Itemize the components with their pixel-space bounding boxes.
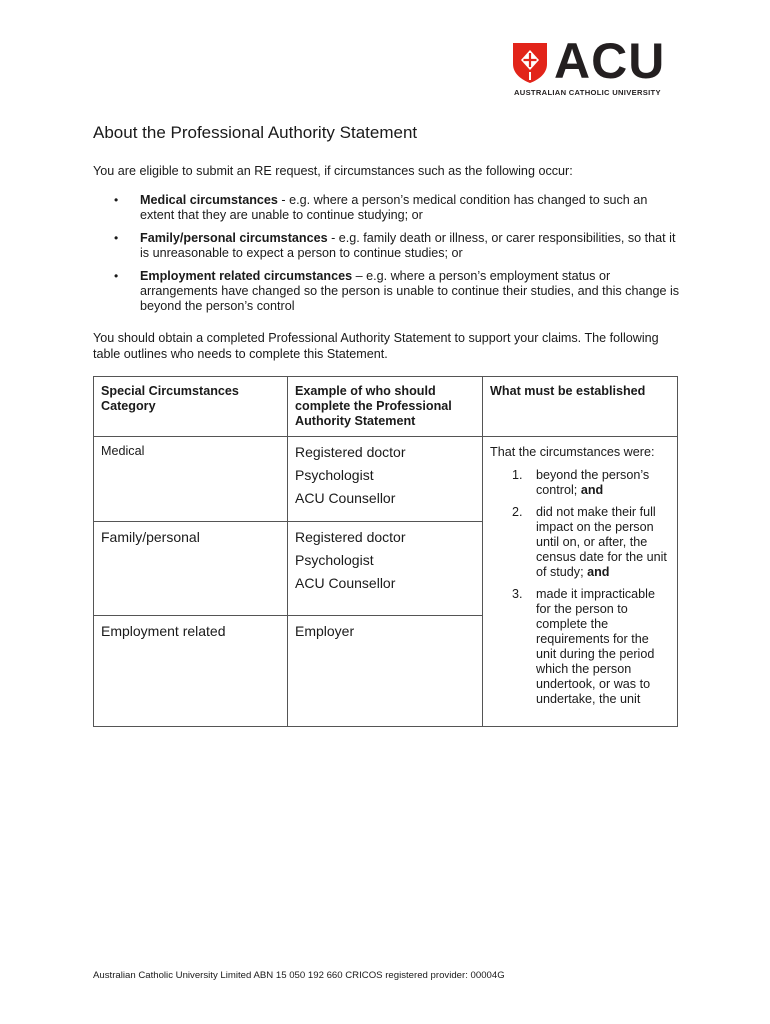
- who-item: Employer: [295, 623, 355, 639]
- header-category: Special Circumstances Category: [94, 377, 288, 437]
- acu-logo: [512, 33, 678, 100]
- established-cell: [483, 437, 678, 727]
- bullet-icon: •: [114, 269, 119, 283]
- who-item: Psychologist: [295, 552, 374, 568]
- shield-icon: [512, 42, 548, 84]
- circumstance-title: Family/personal circumstances: [140, 231, 328, 245]
- item-bold: and: [580, 483, 604, 497]
- category-cell: Family/personal: [94, 522, 288, 616]
- intro-text: You are eligible to submit an RE request, if circumstances such as the following occur:: [93, 164, 573, 178]
- category-cell: Employment related: [94, 616, 288, 727]
- who-item: ACU Counsellor: [295, 490, 396, 506]
- authority-table: [93, 376, 678, 727]
- circumstance-text: - e.g. where a person’s medical condition has changed to such an extent that they are unable to continue studying; or: [140, 193, 648, 222]
- bullet-icon: •: [114, 193, 119, 207]
- list-item: [93, 269, 683, 314]
- list-item: [490, 587, 670, 707]
- established-intro: That the circumstances were:: [490, 445, 655, 459]
- item-number: 2.: [512, 505, 523, 519]
- page-title: About the Professional Authority Statement: [93, 123, 418, 142]
- list-item: [93, 193, 683, 223]
- footer-text: Australian Catholic University Limited ABN 15 050 192 660 CRICOS registered provider: 00004G: [93, 970, 505, 981]
- table-row: [94, 437, 678, 522]
- who-cell: [288, 437, 483, 522]
- circumstance-text: - e.g. family death or illness, or carer responsibilities, so that it is unreasonable to expect a person to continue studies; or: [140, 231, 676, 260]
- table-header-row: [94, 377, 678, 437]
- item-text: beyond the person’s control;: [536, 468, 650, 497]
- logo-wordmark: ACU: [554, 33, 666, 89]
- who-cell: [288, 522, 483, 616]
- circumstance-text: – e.g. where a person’s employment status or arrangements have changed so the person is unable to continue their studies, and this change is beyond the person’s control: [140, 269, 680, 313]
- who-cell: [288, 616, 483, 727]
- who-item: Registered doctor: [295, 444, 406, 460]
- item-number: 3.: [512, 587, 523, 601]
- established-list: [490, 468, 670, 707]
- header-established: What must be established: [483, 377, 678, 437]
- circumstance-title: Employment related circumstances: [140, 269, 353, 283]
- list-item: [93, 231, 683, 261]
- circumstances-list: [93, 193, 683, 322]
- item-bold: and: [587, 565, 610, 579]
- item-text: made it impracticable for the person to complete the requirements for the unit during the period which the person undertook, or was to undertake, the unit: [536, 587, 655, 706]
- bullet-icon: •: [114, 231, 119, 245]
- circumstance-title: Medical circumstances: [140, 193, 278, 207]
- header-who: Example of who should complete the Professional Authority Statement: [288, 377, 483, 437]
- table-intro-text: You should obtain a completed Professional Authority Statement to support your claims. The following table outlines who needs to complete this Statement.: [93, 331, 659, 361]
- item-number: 1.: [512, 468, 523, 482]
- list-item: [490, 468, 670, 498]
- who-item: ACU Counsellor: [295, 575, 396, 591]
- category-cell: Medical: [94, 437, 288, 522]
- list-item: [490, 505, 670, 580]
- who-item: Registered doctor: [295, 529, 406, 545]
- logo-subtitle: AUSTRALIAN CATHOLIC UNIVERSITY: [514, 88, 661, 97]
- who-item: Psychologist: [295, 467, 374, 483]
- item-text: did not make their full impact on the person until on, or after, the census date for the unit of study;: [536, 505, 667, 579]
